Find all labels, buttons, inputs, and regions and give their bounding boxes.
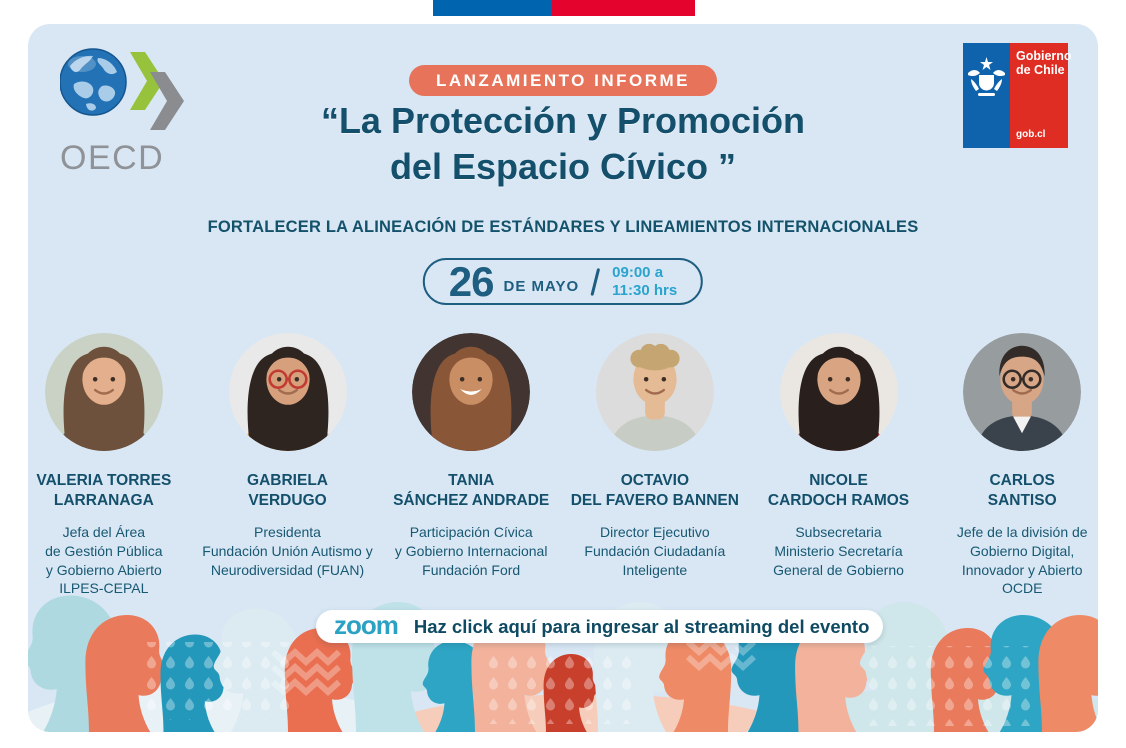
event-subtitle: FORTALECER LA ALINEACIÓN DE ESTÁNDARES Y LINEAMIENTOS INTERNACIONALES bbox=[207, 218, 919, 236]
topbar-segment-blue bbox=[433, 0, 552, 16]
speaker-role: Jefa del Área de Gestión Pública y Gobierno Abierto ILPES-CEPAL bbox=[45, 524, 163, 597]
oecd-wordmark: OECD bbox=[60, 139, 165, 177]
event-time-start: 09:00 a bbox=[612, 264, 664, 282]
speaker-name: NICOLE CARDOCH RAMOS bbox=[767, 472, 910, 510]
speakers-row bbox=[28, 333, 1098, 598]
speaker-photo bbox=[229, 333, 347, 451]
zoom-logo: zoom bbox=[334, 609, 398, 640]
topbar-segment-red bbox=[552, 0, 695, 16]
speaker-card bbox=[196, 333, 380, 598]
speaker-card bbox=[563, 333, 747, 598]
zoom-streaming-link[interactable] bbox=[316, 610, 883, 643]
event-card bbox=[28, 24, 1098, 732]
speaker-role: Jefe de la división de Gobierno Digital, Innovador y Abierto OCDE bbox=[956, 524, 1088, 597]
speaker-card bbox=[28, 333, 196, 598]
speaker-name: VALERIA TORRES LARRANAGA bbox=[36, 472, 172, 510]
event-month: DE MAYO bbox=[503, 277, 580, 295]
speaker-photo bbox=[963, 333, 1081, 451]
badge-lanzamiento-informe: LANZAMIENTO INFORME bbox=[409, 65, 717, 96]
streaming-link-label: Haz click aquí para ingresar al streaming del evento bbox=[413, 615, 870, 637]
speaker-card bbox=[379, 333, 563, 598]
speaker-role: Director Ejecutivo Fundación Ciudadanía Inteligente bbox=[584, 524, 726, 578]
event-time bbox=[612, 264, 677, 299]
event-title-line1: “La Protección y Promoción bbox=[320, 100, 806, 141]
date-time-divider bbox=[591, 268, 601, 296]
speaker-role: Subsecretaria Ministerio Secretaría General de Gobierno bbox=[773, 524, 904, 578]
event-day: 26 bbox=[448, 257, 494, 305]
speaker-photo bbox=[45, 333, 163, 451]
event-title bbox=[28, 98, 1098, 190]
speaker-card bbox=[747, 333, 931, 598]
speaker-name: CARLOS SANTISO bbox=[987, 472, 1057, 510]
chile-logo-text-line2: de Chile bbox=[1016, 62, 1065, 77]
speaker-role: Participación Cívica y Gobierno Internacional Fundación Ford bbox=[394, 524, 548, 578]
speaker-name: TANIA SÁNCHEZ ANDRADE bbox=[393, 472, 550, 510]
speaker-photo bbox=[412, 333, 530, 451]
speaker-name: GABRIELA VERDUGO bbox=[247, 472, 328, 510]
event-title-line2: del Espacio Cívico ” bbox=[389, 146, 737, 188]
chile-logo-text-line1: Gobierno bbox=[1016, 49, 1072, 63]
event-time-end: 11:30 hrs bbox=[612, 281, 678, 299]
chile-logo-domain: gob.cl bbox=[1016, 129, 1046, 140]
speaker-role: Presidenta Fundación Unión Autismo y Neurodiversidad (FUAN) bbox=[202, 524, 373, 578]
speaker-photo bbox=[596, 333, 714, 451]
speaker-card bbox=[930, 333, 1098, 598]
speaker-name: OCTAVIO DEL FAVERO BANNEN bbox=[570, 472, 739, 510]
speaker-photo bbox=[780, 333, 898, 451]
event-date-pill bbox=[423, 258, 703, 305]
